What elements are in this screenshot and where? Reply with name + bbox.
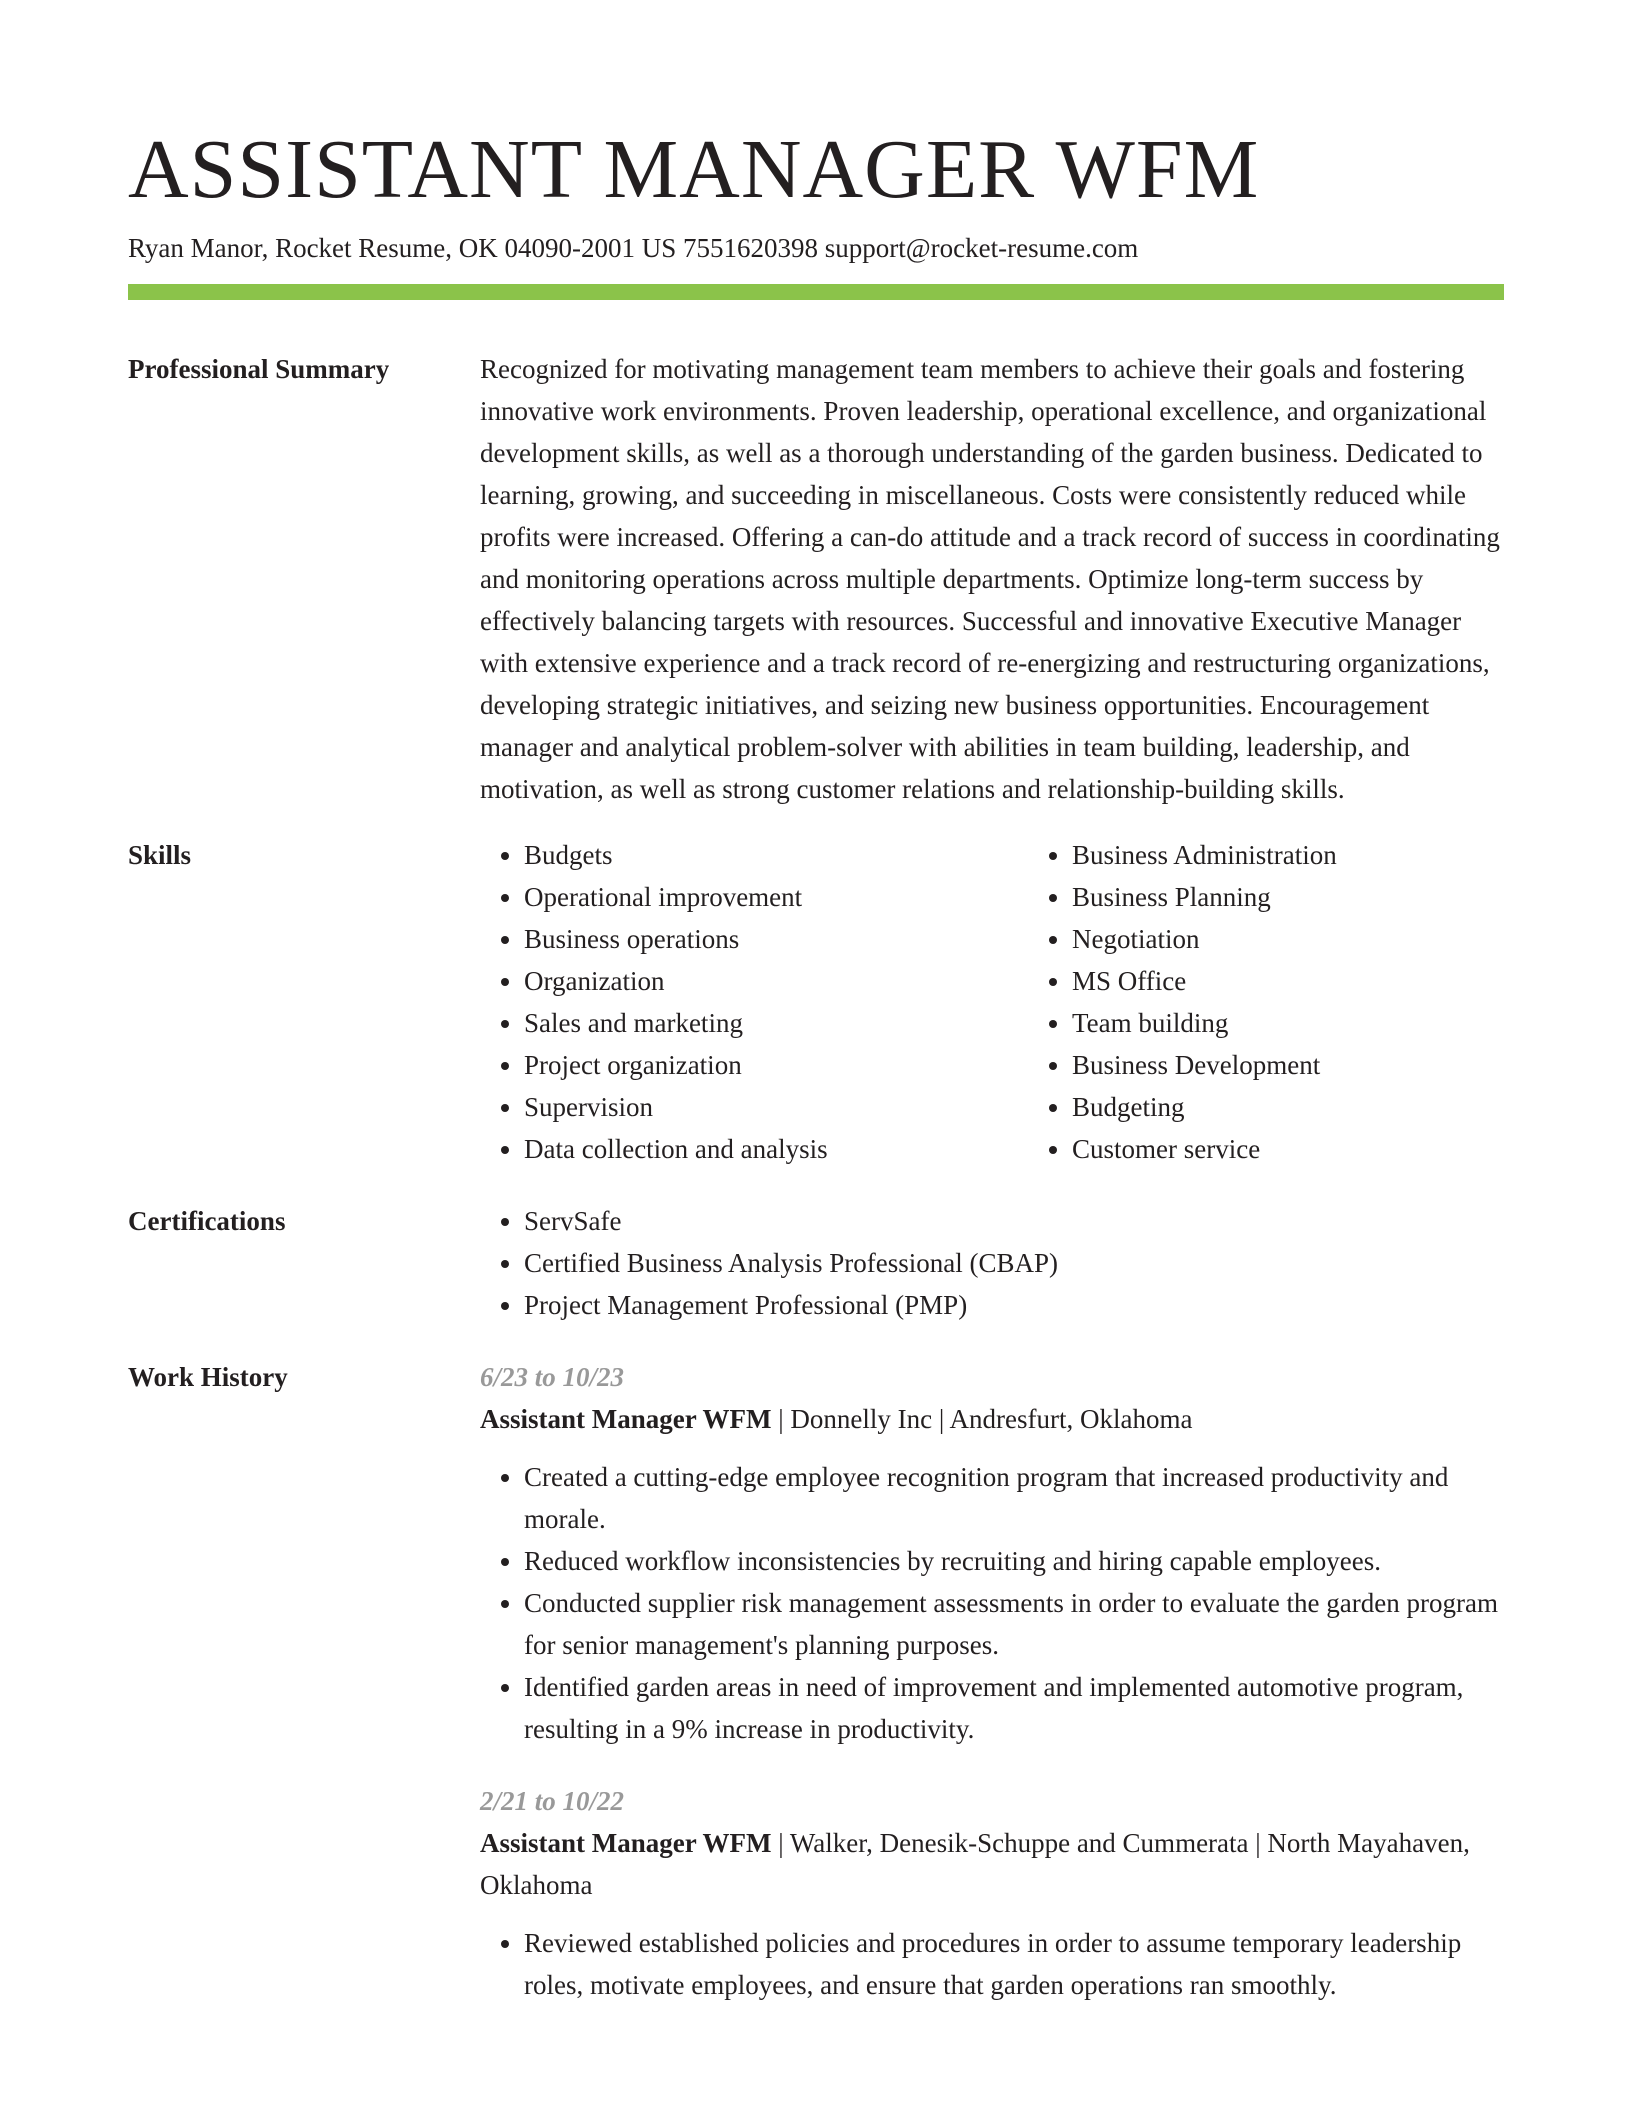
- certification-item: • Certified Business Analysis Professional (CBAP): [524, 1242, 1504, 1284]
- skill-item: • Business operations: [524, 918, 1028, 960]
- certifications-list: [480, 1200, 1504, 1326]
- skills-heading: Skills: [128, 840, 192, 870]
- skill-item: • Business Development: [1072, 1044, 1576, 1086]
- skill-item: • Customer service: [1072, 1128, 1576, 1170]
- job-bullets: [480, 1922, 1504, 2006]
- job-entry: [480, 1356, 1504, 1750]
- job-dates: 6/23 to 10/23: [480, 1362, 625, 1392]
- job-title: Assistant Manager WFM: [480, 1828, 772, 1858]
- work-history-heading: Work History: [128, 1362, 288, 1392]
- job-employer-location: | Walker, Denesik-Schuppe and Cummerata | North Mayahaven, Oklahoma: [480, 1828, 1470, 1900]
- summary-section: [128, 348, 1504, 810]
- skill-item: • Budgeting: [1072, 1086, 1576, 1128]
- skill-item: • Project organization: [524, 1044, 1028, 1086]
- skill-item: • Data collection and analysis: [524, 1128, 1028, 1170]
- skill-item: • MS Office: [1072, 960, 1576, 1002]
- job-bullet: • Created a cutting-edge employee recognition program that increased productivity and morale.: [524, 1456, 1504, 1540]
- work-history-section: [128, 1356, 1504, 2006]
- certification-item: • Project Management Professional (PMP): [524, 1284, 1504, 1326]
- job-heading: [480, 1398, 1504, 1440]
- certification-item: • ServSafe: [524, 1200, 1504, 1242]
- resume-title: ASSISTANT MANAGER WFM: [128, 123, 1260, 216]
- skills-list-right: [1028, 834, 1576, 1170]
- job-bullet: • Identified garden areas in need of improvement and implemented automotive program, resulting in a 9% increase in productivity.: [524, 1666, 1504, 1750]
- skill-item: • Team building: [1072, 1002, 1576, 1044]
- summary-text: Recognized for motivating management team members to achieve their goals and fostering innovative work environments. Proven leadership, operational excellence, and organizational development skills, as well as a thorough understanding of the garden business. Dedicated to learning, growing, and succeeding in miscellaneous. Costs were consistently reduced while profits were increased. Offering a can-do attitude and a track record of success in coordinating and monitoring operations across multiple departments. Optimize long-term success by effectively balancing targets with resources. Successful and innovative Executive Manager with extensive experience and a track record of re-energizing and restructuring organizations, developing strategic initiatives, and seizing new business opportunities. Encouragement manager and analytical problem-solver with abilities in team building, leadership, and motivation, as well as strong customer relations and relationship-building skills.: [480, 354, 1500, 804]
- resume-page: [128, 120, 1504, 2006]
- skill-item: • Business Planning: [1072, 876, 1576, 918]
- skill-item: • Organization: [524, 960, 1028, 1002]
- header-divider: [128, 284, 1504, 300]
- certifications-section: [128, 1200, 1504, 1326]
- contact-line: Ryan Manor, Rocket Resume, OK 04090-2001 US 7551620398 support@rocket-resume.com: [128, 233, 1139, 263]
- job-bullets: [480, 1456, 1504, 1750]
- skills-section: [128, 834, 1504, 1170]
- skill-item: • Negotiation: [1072, 918, 1576, 960]
- skill-item: • Supervision: [524, 1086, 1028, 1128]
- job-entry: [480, 1780, 1504, 2006]
- skill-item: • Sales and marketing: [524, 1002, 1028, 1044]
- job-bullet: • Reduced workflow inconsistencies by recruiting and hiring capable employees.: [524, 1540, 1504, 1582]
- skill-item: • Budgets: [524, 834, 1028, 876]
- skills-list-left: [480, 834, 1028, 1170]
- skill-item: • Business Administration: [1072, 834, 1576, 876]
- job-title: Assistant Manager WFM: [480, 1404, 772, 1434]
- summary-heading: Professional Summary: [128, 354, 390, 384]
- job-dates: 2/21 to 10/22: [480, 1786, 625, 1816]
- skill-item: • Operational improvement: [524, 876, 1028, 918]
- certifications-heading: Certifications: [128, 1206, 286, 1236]
- job-heading: [480, 1822, 1504, 1906]
- job-employer-location: | Donnelly Inc | Andresfurt, Oklahoma: [771, 1404, 1193, 1434]
- job-bullet: • Conducted supplier risk management assessments in order to evaluate the garden program for senior management's planning purposes.: [524, 1582, 1504, 1666]
- job-bullet: • Reviewed established policies and procedures in order to assume temporary leadership roles, motivate employees, and ensure that garden operations ran smoothly.: [524, 1922, 1504, 2006]
